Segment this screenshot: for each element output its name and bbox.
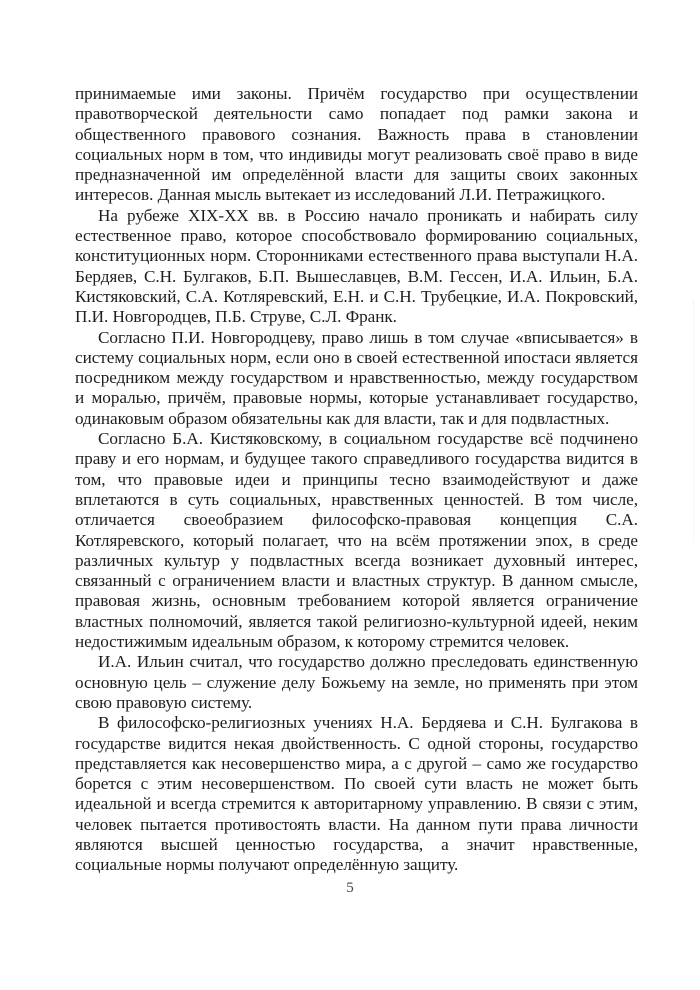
scan-bleed-through bbox=[690, 300, 694, 540]
paragraph-ilyin: И.А. Ильин считал, что государство должно преследовать единственную основную цель – служение делу Божьему на земле, но применять при этом свою правовую систему. bbox=[75, 652, 638, 712]
page-body bbox=[75, 84, 638, 876]
page-number: 5 bbox=[346, 880, 354, 896]
paragraph-continuation: принимаемые ими законы. Причём государство при осуществлении правотворческой деятельности само попадает под рамки закона и общественного правового сознания. Важность права в становлении социальных норм в том, что индивиды могут реализовать своё право в виде предназначенной им определённой власти для защиты своих законных интересов. Данная мысль вытекает из исследований Л.И. Петражицкого. bbox=[75, 84, 638, 205]
paragraph-kistyakovsky: Согласно Б.А. Кистяковскому, в социальном государстве всё подчинено праву и его нормам, и будущее такого справедливого государства видится в том, что правовые идеи и принципы тесно взаимодействуют и даже вплетаются в суть социальных, нравственных ценностей. В том числе, отличается своеобразием философско-правовая концепция С.А. Котляревского, который полагает, что на всём протяжении эпох, в среде различных культур у подвластных всегда возникает духовный интерес, связанный с ограничением власти и властных структур. В данном смысле, правовая жизнь, основным требованием которой является ограничение властных полномочий, является такой религиозно-культурной идеей, неким недостижимым идеальным образом, к которому стремится человек. bbox=[75, 429, 638, 652]
paragraph-natural-law: На рубеже XIX-XX вв. в Россию начало проникать и набирать силу естественное право, которое способствовало формированию социальных, конституционных норм. Сторонниками естественного права выступали Н.А. Бердяев, С.Н. Булгаков, Б.П. Вышеславцев, В.М. Гессен, И.А. Ильин, Б.А. Кистяковский, С.А. Котляревский, Е.Н. и С.Н. Трубецкие, И.А. Покровский, П.И. Новгородцев, П.Б. Струве, С.Л. Франк. bbox=[75, 205, 638, 327]
paragraph-novgorodtsev: Согласно П.И. Новгородцеву, право лишь в том случае «вписывается» в систему социальных норм, если оно в своей естественной ипостаси является посредником между государством и нравственностью, между государством и моралью, причём, правовые нормы, которые устанавливает государство, одинаковым образом обязательны как для власти, так и для подвластных. bbox=[75, 327, 638, 428]
paragraph-berdyaev-bulgakov: В философско-религиозных учениях Н.А. Бердяева и С.Н. Булгакова в государстве видится некая двойственность. С одной стороны, государство представляется как несовершенство мира, а с другой – само же государство борется с этим несовершенством. По своей сути власть не может быть идеальной и всегда стремится к авторитарному управлению. В связи с этим, человек пытается противостоять власти. На данном пути права личности являются высшей ценностью государства, а значит нравственные, социальные нормы получают определённую защиту. bbox=[75, 713, 638, 875]
